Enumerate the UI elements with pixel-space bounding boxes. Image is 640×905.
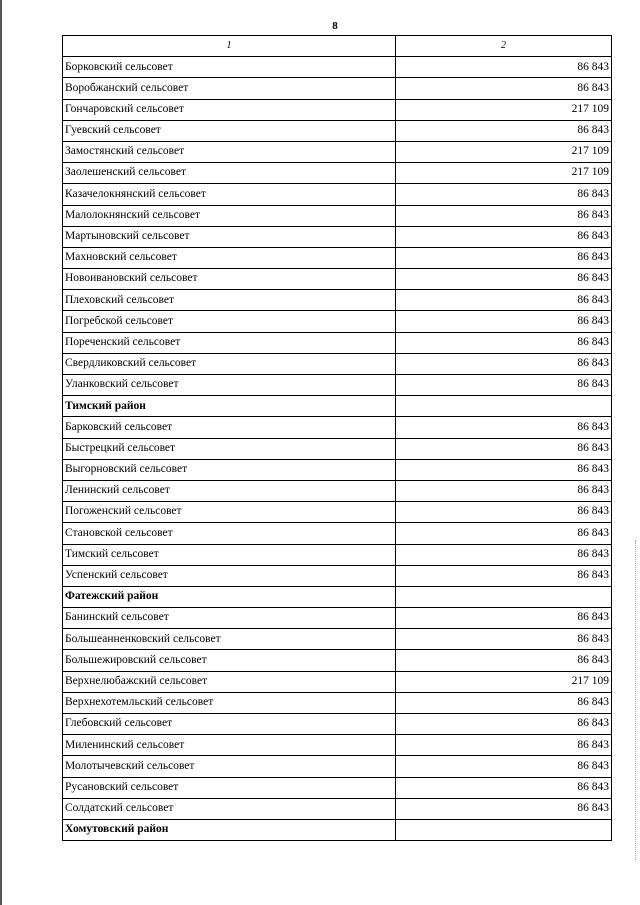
table-row	[63, 438, 612, 459]
amount-value: 86 843	[396, 756, 612, 777]
amount-value: 86 843	[396, 417, 612, 438]
settlement-name: Гончаровский сельсовет	[63, 99, 396, 120]
settlement-name: Большеанненковский сельсовет	[63, 629, 396, 650]
amount-value: 86 843	[396, 375, 612, 396]
settlement-name: Глебовский сельсовет	[63, 714, 396, 735]
table-row	[63, 692, 612, 713]
settlement-name: Борковский сельсовет	[63, 57, 396, 78]
settlement-name: Банинский сельсовет	[63, 608, 396, 629]
settlement-name: Русановский сельсовет	[63, 777, 396, 798]
amount-value: 217 109	[396, 141, 612, 162]
settlement-name: Верхнелюбажский сельсовет	[63, 671, 396, 692]
amount-value: 86 843	[396, 735, 612, 756]
table-row	[63, 502, 612, 523]
settlement-name: Плеховский сельсовет	[63, 290, 396, 311]
amount-value: 86 843	[396, 544, 612, 565]
amount-value: 86 843	[396, 798, 612, 819]
settlement-name: Пореченский сельсовет	[63, 332, 396, 353]
amount-value: 86 843	[396, 714, 612, 735]
table-row	[63, 714, 612, 735]
column-header-1: 1	[63, 36, 396, 57]
column-header-2: 2	[396, 36, 612, 57]
amount-value: 86 843	[396, 777, 612, 798]
table-row	[63, 290, 612, 311]
amount-value	[396, 586, 612, 607]
settlement-name: Ленинский сельсовет	[63, 480, 396, 501]
amount-value: 86 843	[396, 247, 612, 268]
settlement-name: Новоивановский сельсовет	[63, 269, 396, 290]
table-row	[63, 459, 612, 480]
settlement-name: Заолешенский сельсовет	[63, 163, 396, 184]
table-row	[63, 332, 612, 353]
settlement-name: Выгорновский сельсовет	[63, 459, 396, 480]
amount-value: 217 109	[396, 671, 612, 692]
table-row	[63, 629, 612, 650]
scan-edge-line	[0, 0, 2, 905]
district-name: Фатежский район	[63, 586, 396, 607]
settlement-name: Становской сельсовет	[63, 523, 396, 544]
settlement-name: Свердликовский сельсовет	[63, 353, 396, 374]
table-row	[63, 608, 612, 629]
amount-value: 86 843	[396, 311, 612, 332]
scan-speckle	[634, 540, 636, 860]
table-row	[63, 163, 612, 184]
settlement-name: Воробжанский сельсовет	[63, 78, 396, 99]
table-row	[63, 99, 612, 120]
amount-value: 86 843	[396, 57, 612, 78]
table-row	[63, 671, 612, 692]
table-row	[63, 417, 612, 438]
settlement-name: Гуевский сельсовет	[63, 120, 396, 141]
table-row	[63, 565, 612, 586]
page-number: 8	[332, 20, 338, 32]
table-row	[63, 141, 612, 162]
settlement-name: Молотычевский сельсовет	[63, 756, 396, 777]
settlement-name: Быстрецкий сельсовет	[63, 438, 396, 459]
amount-value: 217 109	[396, 163, 612, 184]
settlement-name: Успенский сельсовет	[63, 565, 396, 586]
district-row	[63, 396, 612, 417]
table-row	[63, 247, 612, 268]
settlement-name: Большежировский сельсовет	[63, 650, 396, 671]
amount-value: 86 843	[396, 438, 612, 459]
settlement-name: Малолокнянский сельсовет	[63, 205, 396, 226]
settlement-name: Барковский сельсовет	[63, 417, 396, 438]
amount-value: 86 843	[396, 502, 612, 523]
amount-value	[396, 819, 612, 840]
amount-value: 86 843	[396, 184, 612, 205]
allocation-table	[62, 35, 612, 841]
table-row	[63, 226, 612, 247]
settlement-name: Мартыновский сельсовет	[63, 226, 396, 247]
table-row	[63, 756, 612, 777]
table-row	[63, 205, 612, 226]
district-row	[63, 586, 612, 607]
table-row	[63, 375, 612, 396]
table-row	[63, 544, 612, 565]
settlement-name: Казачелокнянский сельсовет	[63, 184, 396, 205]
amount-value	[396, 396, 612, 417]
settlement-name: Уланковский сельсовет	[63, 375, 396, 396]
amount-value: 86 843	[396, 205, 612, 226]
settlement-name: Верхнехотемльский сельсовет	[63, 692, 396, 713]
amount-value: 86 843	[396, 226, 612, 247]
amount-value: 217 109	[396, 99, 612, 120]
amount-value: 86 843	[396, 353, 612, 374]
table-row	[63, 735, 612, 756]
amount-value: 86 843	[396, 565, 612, 586]
table-row	[63, 650, 612, 671]
amount-value: 86 843	[396, 629, 612, 650]
table-row	[63, 269, 612, 290]
amount-value: 86 843	[396, 290, 612, 311]
settlement-name: Махновский сельсовет	[63, 247, 396, 268]
amount-value: 86 843	[396, 269, 612, 290]
settlement-name: Солдатский сельсовет	[63, 798, 396, 819]
table-row	[63, 311, 612, 332]
table-row	[63, 777, 612, 798]
district-row	[63, 819, 612, 840]
amount-value: 86 843	[396, 608, 612, 629]
amount-value: 86 843	[396, 692, 612, 713]
table-body	[63, 57, 612, 841]
amount-value: 86 843	[396, 332, 612, 353]
table-row	[63, 57, 612, 78]
district-name: Тимский район	[63, 396, 396, 417]
settlement-name: Погоженский сельсовет	[63, 502, 396, 523]
settlement-name: Замостянский сельсовет	[63, 141, 396, 162]
amount-value: 86 843	[396, 650, 612, 671]
table-row	[63, 798, 612, 819]
settlement-name: Тимский сельсовет	[63, 544, 396, 565]
settlement-name: Погребской сельсовет	[63, 311, 396, 332]
amount-value: 86 843	[396, 78, 612, 99]
amount-value: 86 843	[396, 523, 612, 544]
table-row	[63, 184, 612, 205]
settlement-name: Миленинский сельсовет	[63, 735, 396, 756]
district-name: Хомутовский район	[63, 819, 396, 840]
table-row	[63, 480, 612, 501]
amount-value: 86 843	[396, 459, 612, 480]
table-row	[63, 120, 612, 141]
amount-value: 86 843	[396, 120, 612, 141]
table-row	[63, 523, 612, 544]
table-row	[63, 78, 612, 99]
table-header-row	[63, 36, 612, 57]
amount-value: 86 843	[396, 480, 612, 501]
table-row	[63, 353, 612, 374]
